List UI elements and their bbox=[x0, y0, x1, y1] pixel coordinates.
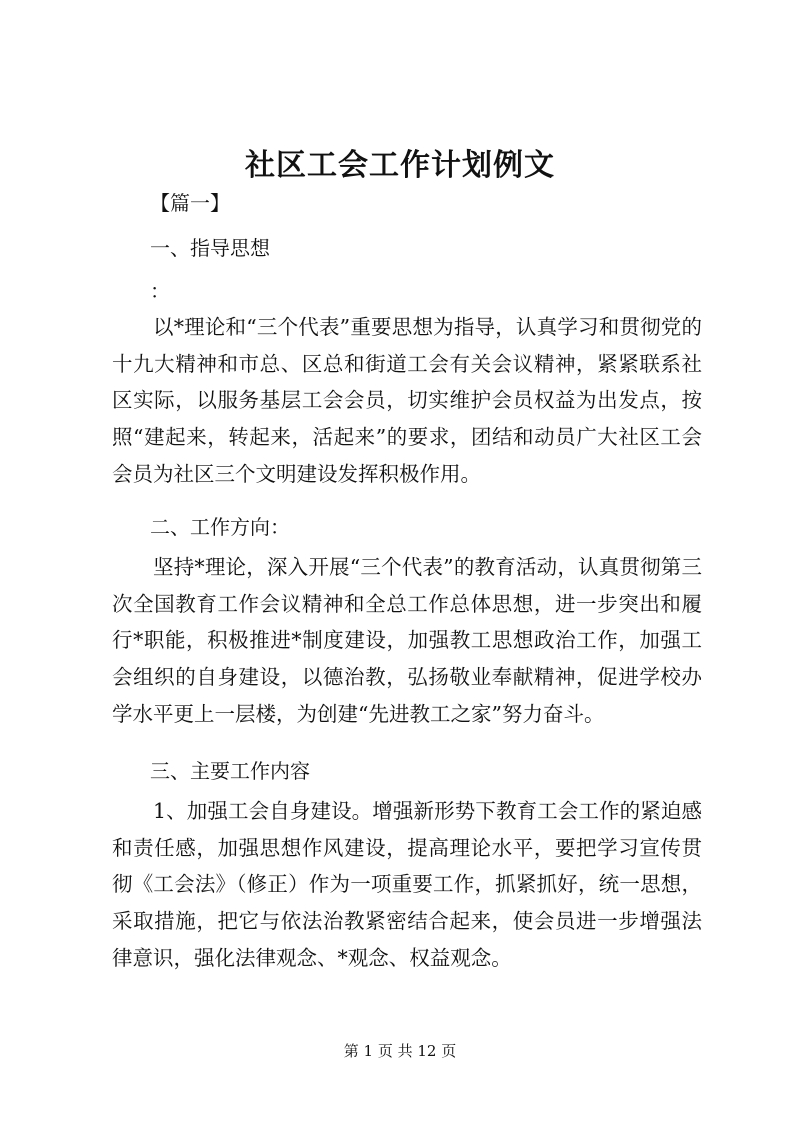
part-label: 【篇一】 bbox=[150, 191, 230, 215]
section-heading-guiding-thought: 一、指导思想 bbox=[150, 236, 270, 260]
section-heading-main-work: 三、主要工作内容 bbox=[150, 759, 310, 783]
paragraph-guiding-thought: 以*理论和“三个代表”重要思想为指导，认真学习和贯彻党的十九大精神和市总、区总和街道工会有关会议精神，紧紧联系社区实际，以服务基层工会会员，切实维护会员权益为出发点，按照“建起来，转起来，活起来”的要求，团结和动员广大社区工会会员为社区三个文明建设发挥积极作用。 bbox=[112, 315, 702, 486]
paragraph-main-work-item-1: 1、加强工会自身建设。增强新形势下教育工会工作的紧迫感和责任感，加强思想作风建设，提高理论水平，要把学习宣传贯彻《工会法》（修正）作为一项重要工作，抓紧抓好，统一思想，采取措施，把它与依法治教紧密结合起来，使会员进一步增强法律意识，强化法律观念、*观念、权益观念。 bbox=[112, 799, 702, 970]
paragraph-work-direction: 坚持*理论，深入开展“三个代表”的教育活动，认真贯彻第三次全国教育工作会议精神和全总工作总体思想，进一步突出和履行*职能，积极推进*制度建设，加强教工思想政治工作，加强工会组织的自身建设，以德治教，弘扬敬业奉献精神，促进学校办学水平更上一层楼，为创建“先进教工之家”努力奋斗。 bbox=[112, 555, 702, 726]
page-footer: 第 1 页 共 12 页 bbox=[343, 1042, 457, 1060]
colon-line: ： bbox=[150, 279, 170, 303]
document-title: 社区工会工作计划例文 bbox=[245, 148, 555, 183]
section-heading-work-direction: 二、工作方向： bbox=[150, 515, 290, 539]
